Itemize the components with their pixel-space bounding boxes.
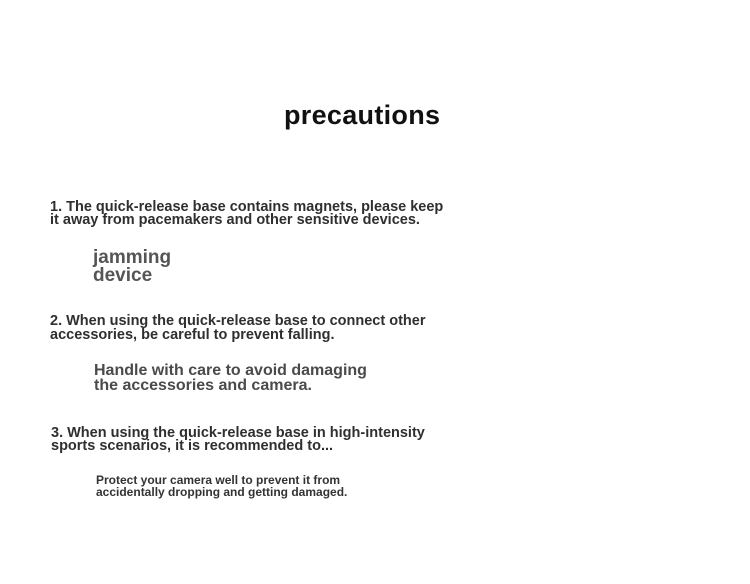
precaution-item-3-note-line-1: Protect your camera well to prevent it from	[96, 473, 341, 487]
precaution-item-2-line-2: accessories, be careful to prevent falling.	[50, 327, 335, 343]
page-title: precautions	[284, 100, 441, 130]
precaution-item-3-note-line-2: accidentally dropping and getting damaged.	[96, 485, 348, 499]
precaution-item-2-line-1: 2. When using the quick-release base to connect other	[50, 313, 426, 329]
precaution-item-2-note-line-2: the accessories and camera.	[94, 377, 312, 394]
precaution-item-1-note-line-2: device	[93, 265, 153, 286]
precaution-item-3-line-2: sports scenarios, it is recommended to...	[51, 438, 334, 454]
precaution-item-1-line-1: 1. The quick-release base contains magnets, please keep	[50, 199, 444, 215]
precaution-item-1-note-line-1: jamming	[93, 247, 172, 268]
precaution-item-3-line-1: 3. When using the quick-release base in high-intensity	[51, 425, 425, 441]
precaution-item-2-note-line-1: Handle with care to avoid damaging	[94, 362, 367, 379]
precaution-item-1-line-2: it away from pacemakers and other sensitive devices.	[50, 212, 420, 228]
